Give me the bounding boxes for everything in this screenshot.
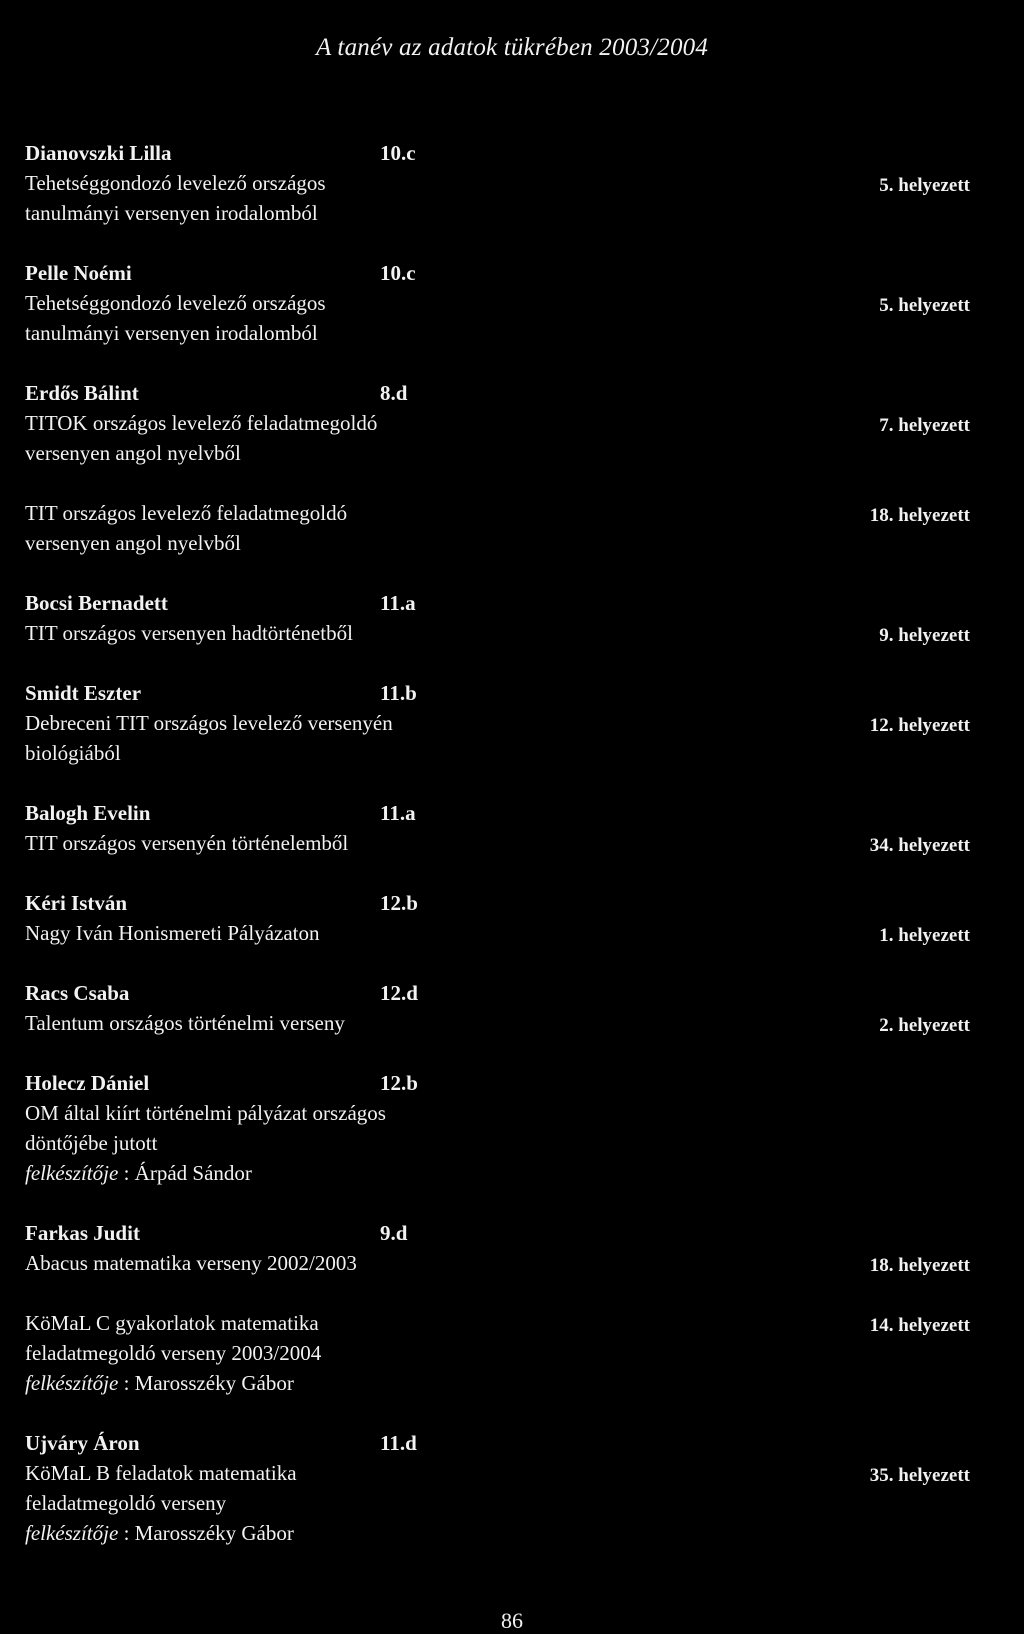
- teacher-separator: :: [118, 1521, 135, 1545]
- competition-line: [25, 1248, 970, 1278]
- result-entry: [25, 258, 970, 348]
- competition-text: TITOK országos levelező feladatmegoldó: [25, 411, 378, 435]
- teacher-line: [25, 1518, 970, 1548]
- competition-line: [25, 828, 970, 858]
- entry-header: [25, 888, 970, 918]
- competition-text: Debreceni TIT országos levelező versenyén: [25, 711, 393, 735]
- placement: 7. helyezett: [879, 415, 970, 436]
- competition-line: [25, 1458, 970, 1488]
- student-class: 12.b: [380, 1071, 418, 1095]
- competition-text: biológiából: [25, 741, 121, 765]
- student-class: 12.d: [380, 981, 418, 1005]
- competition-text: tanulmányi versenyen irodalomból: [25, 201, 318, 225]
- student-class: 11.a: [380, 801, 416, 825]
- competition-line: [25, 918, 970, 948]
- competition-line: [25, 1488, 970, 1518]
- teacher-label: felkészítője: [25, 1371, 119, 1395]
- teacher-label: felkészítője: [25, 1521, 119, 1545]
- teacher-line: [25, 1158, 970, 1188]
- entry-header: [25, 378, 970, 408]
- teacher-name: Árpád Sándor: [134, 1161, 252, 1185]
- running-head: A tanév az adatok tükrében 2003/2004: [315, 34, 709, 61]
- student-name: Kéri István: [25, 891, 128, 915]
- teacher-separator: :: [118, 1161, 135, 1185]
- teacher-label: felkészítője: [25, 1161, 119, 1185]
- competition-line: [25, 1008, 970, 1038]
- competition-text: Tehetséggondozó levelező országos: [25, 171, 326, 195]
- student-class: 11.a: [380, 591, 416, 615]
- competition-line: [25, 618, 970, 648]
- result-entry: [25, 888, 970, 948]
- placement: 14. helyezett: [869, 1315, 970, 1336]
- competition-text: OM által kiírt történelmi pályázat országos: [25, 1101, 386, 1125]
- competition-line: [25, 1098, 970, 1128]
- results-list: [25, 138, 970, 1578]
- teacher-text: [25, 1368, 294, 1398]
- student-name: Dianovszki Lilla: [25, 141, 172, 165]
- placement: 5. helyezett: [879, 175, 970, 196]
- student-name: Erdős Bálint: [25, 381, 139, 405]
- competition-line: [25, 1128, 970, 1158]
- placement: 2. helyezett: [879, 1015, 970, 1036]
- student-name: Ujváry Áron: [25, 1431, 140, 1455]
- competition-line: [25, 1308, 970, 1338]
- student-class: 11.b: [380, 681, 417, 705]
- competition-line: [25, 168, 970, 198]
- student-class: 12.b: [380, 891, 418, 915]
- student-class: 10.c: [380, 261, 416, 285]
- placement: 18. helyezett: [869, 1255, 970, 1276]
- entry-header: [25, 258, 970, 288]
- result-entry: [25, 1428, 970, 1548]
- placement: 9. helyezett: [879, 625, 970, 646]
- student-class: 10.c: [380, 141, 416, 165]
- student-name: Bocsi Bernadett: [25, 591, 168, 615]
- entry-header: [25, 1068, 970, 1098]
- result-spacer: [25, 468, 970, 498]
- entry-header: [25, 138, 970, 168]
- competition-text: Abacus matematika verseny 2002/2003: [25, 1251, 357, 1275]
- placement: 35. helyezett: [869, 1465, 970, 1486]
- student-class: 11.d: [380, 1431, 417, 1455]
- entry-header: [25, 1218, 970, 1248]
- placement: 5. helyezett: [879, 295, 970, 316]
- entry-header: [25, 1428, 970, 1458]
- placement: 1. helyezett: [879, 925, 970, 946]
- teacher-name: Marosszéky Gábor: [134, 1371, 294, 1395]
- entry-header: [25, 978, 970, 1008]
- competition-line: [25, 498, 970, 528]
- student-class: 8.d: [380, 381, 408, 405]
- competition-line: [25, 288, 970, 318]
- competition-line: [25, 528, 970, 558]
- competition-text: KöMaL C gyakorlatok matematika: [25, 1311, 319, 1335]
- teacher-line: [25, 1368, 970, 1398]
- student-name: Holecz Dániel: [25, 1071, 150, 1095]
- student-class: 9.d: [380, 1221, 408, 1245]
- competition-text: TIT országos levelező feladatmegoldó: [25, 501, 348, 525]
- student-name: Pelle Noémi: [25, 261, 132, 285]
- placement: 18. helyezett: [869, 505, 970, 526]
- result-entry: [25, 978, 970, 1038]
- placement: 34. helyezett: [869, 835, 970, 856]
- page-number: 86: [501, 1608, 523, 1633]
- competition-line: [25, 1338, 970, 1368]
- result-entry: [25, 138, 970, 228]
- competition-line: [25, 708, 970, 738]
- competition-text: tanulmányi versenyen irodalomból: [25, 321, 318, 345]
- competition-line: [25, 738, 970, 768]
- teacher-name: Marosszéky Gábor: [134, 1521, 294, 1545]
- teacher-text: [25, 1158, 252, 1188]
- result-entry: [25, 378, 970, 558]
- entry-header: [25, 798, 970, 828]
- result-entry: [25, 1218, 970, 1398]
- entry-header: [25, 588, 970, 618]
- competition-text: TIT országos versenyén történelemből: [25, 831, 349, 855]
- result-entry: [25, 588, 970, 648]
- result-spacer: [25, 1278, 970, 1308]
- competition-text: Nagy Iván Honismereti Pályázaton: [25, 921, 320, 945]
- competition-text: KöMaL B feladatok matematika: [25, 1461, 297, 1485]
- competition-text: versenyen angol nyelvből: [25, 531, 241, 555]
- competition-text: versenyen angol nyelvből: [25, 441, 241, 465]
- competition-text: TIT országos versenyen hadtörténetből: [25, 621, 353, 645]
- competition-text: Talentum országos történelmi verseny: [25, 1011, 345, 1035]
- teacher-separator: :: [118, 1371, 135, 1395]
- entry-header: [25, 678, 970, 708]
- student-name: Balogh Evelin: [25, 801, 151, 825]
- result-entry: [25, 798, 970, 858]
- student-name: Smidt Eszter: [25, 681, 142, 705]
- result-entry: [25, 1068, 970, 1188]
- competition-text: feladatmegoldó verseny 2003/2004: [25, 1341, 322, 1365]
- competition-line: [25, 408, 970, 438]
- placement: 12. helyezett: [869, 715, 970, 736]
- competition-text: döntőjébe jutott: [25, 1131, 158, 1155]
- student-name: Farkas Judit: [25, 1221, 140, 1245]
- competition-line: [25, 438, 970, 468]
- competition-text: Tehetséggondozó levelező országos: [25, 291, 326, 315]
- student-name: Racs Csaba: [25, 981, 130, 1005]
- teacher-text: [25, 1518, 294, 1548]
- competition-line: [25, 198, 970, 228]
- competition-line: [25, 318, 970, 348]
- result-entry: [25, 678, 970, 768]
- competition-text: feladatmegoldó verseny: [25, 1491, 227, 1515]
